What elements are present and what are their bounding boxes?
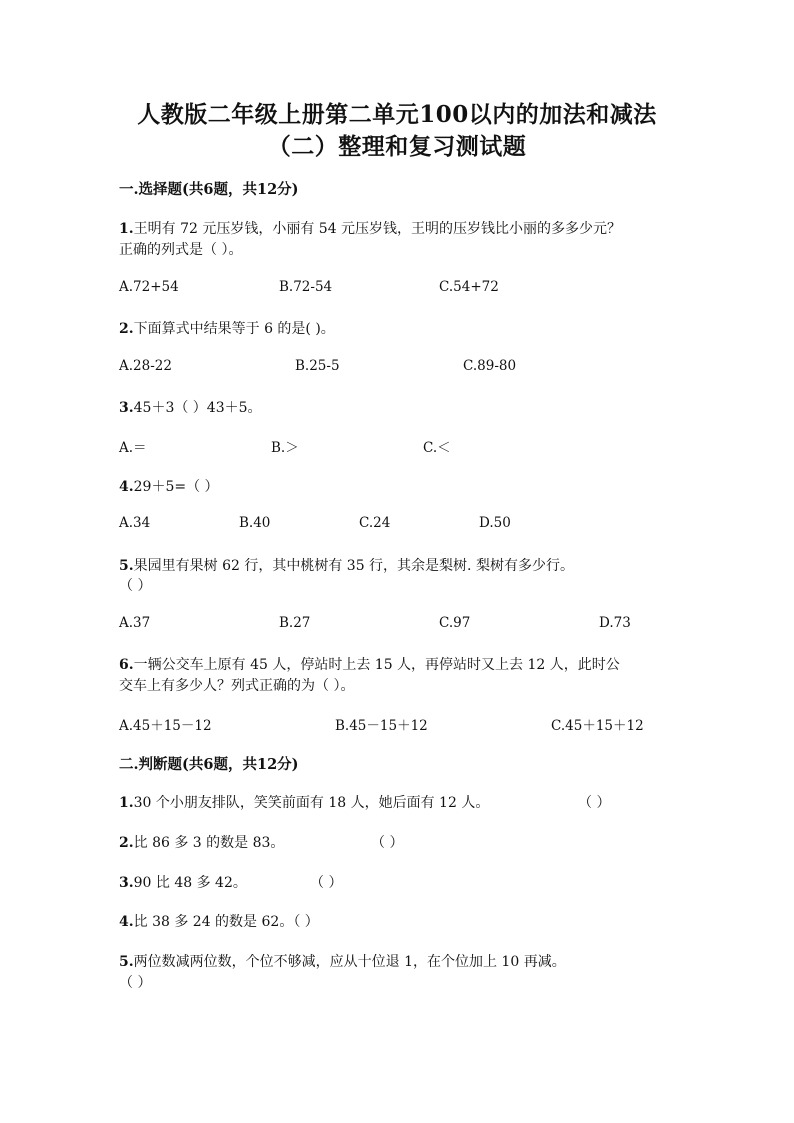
question-5-line-2: （ ） <box>119 578 152 594</box>
q1-option-c: C.54+72 <box>439 279 499 295</box>
judge-1: 1.30 个小朋友排队，笑笑前面有 18 人，她后面有 12 人。 <box>119 795 490 811</box>
q5-option-d: D.73 <box>599 615 631 631</box>
question-5-line-1: 5.果园里有果树 62 行，其中桃树有 35 行，其余是梨树. 梨树有多少行。 <box>119 558 574 574</box>
q6-option-a: A.45＋15－12 <box>119 718 212 734</box>
title-line-2: （二）整理和复习测试题 <box>267 133 527 160</box>
question-3-line-1: 3.45＋3（ ）43＋5。 <box>119 400 262 416</box>
q2-option-b: B.25-5 <box>295 358 340 374</box>
q4-option-b: B.40 <box>239 515 271 531</box>
title-line-1: 人教版二年级上册第二单元100以内的加法和减法 <box>137 101 657 128</box>
q6-option-b: B.45－15＋12 <box>335 718 428 734</box>
q2-option-a: A.28-22 <box>119 358 172 374</box>
question-6-line-1: 6.一辆公交车上原有 45 人，停站时上去 15 人，再停站时又上去 12 人，此时公 <box>119 657 620 673</box>
question-4-line-1: 4.29＋5=（ ） <box>119 479 219 495</box>
q3-option-a: A.＝ <box>119 440 147 456</box>
judge-1-answer-paren: （ ） <box>578 795 611 811</box>
judge-3-answer-paren: （ ） <box>310 875 343 891</box>
q1-option-b: B.72-54 <box>279 279 333 295</box>
q2-option-c: C.89-80 <box>463 358 517 374</box>
q4-option-a: A.34 <box>119 515 151 531</box>
q5-option-b: B.27 <box>279 615 311 631</box>
q4-option-c: C.24 <box>359 515 391 531</box>
judge-3: 3.90 比 48 多 42。 <box>119 875 247 891</box>
judge-2-answer-paren: （ ） <box>371 835 404 851</box>
q4-option-d: D.50 <box>479 515 511 531</box>
question-1-line-1: 1.王明有 72 元压岁钱，小丽有 54 元压岁钱，王明的压岁钱比小丽的多多少元？ <box>119 221 622 237</box>
q1-option-a: A.72+54 <box>119 279 179 295</box>
q6-option-c: C.45＋15＋12 <box>551 718 644 734</box>
judge-5-line-1: 5.两位数减两位数，个位不够减，应从十位退 1，在个位加上 10 再减。 <box>119 954 566 970</box>
q5-option-a: A.37 <box>119 615 151 631</box>
judge-5-line-2: （ ） <box>119 975 152 991</box>
q5-option-c: C.97 <box>439 615 471 631</box>
q3-option-b: B.＞ <box>271 440 299 456</box>
section-heading-choice: 一.选择题(共6题，共12分) <box>119 181 299 198</box>
judge-4: 4.比 38 多 24 的数是 62。（ ） <box>119 914 319 930</box>
question-2-line-1: 2.下面算式中结果等于 6 的是( )。 <box>119 321 335 337</box>
judge-2: 2.比 86 多 3 的数是 83。 <box>119 835 285 851</box>
question-1-line-2: 正确的列式是（ ）。 <box>119 242 243 258</box>
question-6-line-2: 交车上有多少人？列式正确的为（ ）。 <box>119 678 355 694</box>
q3-option-c: C.＜ <box>423 440 451 456</box>
section-heading-judge: 二.判断题(共6题，共12分) <box>119 756 299 773</box>
